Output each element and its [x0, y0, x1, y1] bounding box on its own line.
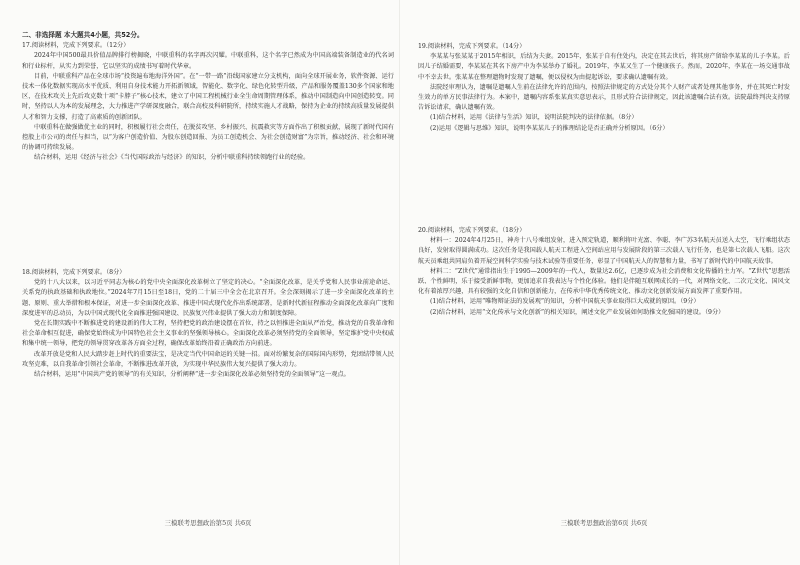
section-heading: 二、非选择题 本大题共4小题，共52分。 — [22, 31, 144, 39]
q17-paragraph: 中联重科在做强做优主业的同时，积极履行社会责任，在脱贫攻坚、乡村振兴、抗震救灾等方面作出了积极贡献，展现了新时代国有控股上市公司的责任与担当，以“为客户创造价值、为股东创造回报、为员工创造机会、为社会创造财富”为宗旨，推动经济、社会和环境的协调可持续发展。 — [22, 123, 394, 152]
q17-block — [22, 30, 394, 164]
page-6 — [418, 30, 790, 540]
q20-heading: 20.阅读材料，完成下列要求。（18分） — [418, 227, 526, 234]
q18-paragraph: 改革开放是党和人民大踏步赶上时代的重要法宝，是决定当代中国命运的关键一招。面对纷繁复杂的国际国内形势，党团结带领人民攻坚克难，以自我革命引领社会革命，不断推进改革开放，为实现中华民族伟大复兴提供了强大动力。 — [22, 350, 394, 368]
q17-task: 结合材料，运用《经济与社会》《当代国际政治与经济》的知识，分析中联重科持续领跑行业的经验。 — [34, 154, 310, 162]
q19-heading: 19.阅读材料，完成下列要求。（14分） — [418, 43, 526, 50]
q17-paragraph: 目前，中联重科产品在全球市场“投资遍布地海洋外国”。在“一带一路”沿线国家建立分支机构，面向全球开展业务，软件资源、运行技术一体化数据实现高水平优质、利用自身技术能力开拓新领域，智能化、数字化、绿色化转型升级，产品和服务覆盖130多个国家和地区，在技术攻关上先后攻克数十项“卡脖子”核心技术，建立了中国工程机械行业全生命周期管理体系，推动中国制造向中国创造转变。同时，坚持以人为本的发展理念，大力推进产学研深度融合，联合高校及科研院所，持续实施人才战略，保持为企业的持续高质量发展提供人才和智力支撑，打造了高素质的创新团队。 — [22, 72, 394, 121]
q17-heading: 17.阅读材料，完成下列要求。（12分） — [22, 42, 130, 50]
page-gutter — [399, 0, 400, 565]
q20-subquestion: (1)结合材料，运用“唯物辩证法的发展观”的知识，分析中国航天事业取得巨大成就的原因。（9分） — [430, 298, 700, 306]
q18-paragraph: 党在长期实践中不断推进党的建设新的伟大工程，坚持把党的政治建设摆在首位，持之以恒推进全面从严治党，推动党的自我革命和社会革命相互促进，确保党始终成为中国特色社会主义事业的坚强领导核心。全面深化改革必须坚持党的全面领导，坚定维护党中央权威和集中统一领导，把党的领导贯穿改革各方面全过程，确保改革始终沿着正确政治方向前进。 — [22, 320, 394, 348]
q20-subquestion: (2)结合材料，运用“文化传承与文化创新”的相关知识，阐述文化产业发展如何助推文化强国的建设。（9分） — [430, 308, 725, 316]
q19-block — [418, 42, 790, 134]
q19-paragraph: 法院经审理认为，遗嘱是遗嘱人生前在法律允许的范围内，按照法律规定的方式处分其个人财产或者处理其他事务，并在其死亡时发生效力的单方民事法律行为。本案中，遗嘱内容系张某真实意思表示，且形式符合法律规定，因此该遗嘱合法有效。法院最终判决支持原告诉讼请求，确认遗嘱有效。 — [418, 83, 790, 112]
page-footer: 三模联考思想政治第5页 共6页 — [164, 518, 252, 527]
q18-task: 结合材料，运用“中国共产党的领导”的有关知识，分析阐释“进一步全面深化改革必须坚持党的全面领导”这一观点。 — [34, 371, 350, 379]
page-5 — [22, 30, 394, 540]
q19-subquestion: (2)运用《逻辑与思维》知识，说明李某某儿子的推理结论是否正确并分析原因。（6分） — [430, 124, 669, 132]
q18-block — [22, 268, 394, 380]
q18-heading: 18.阅读材料，完成下列要求。（8分） — [22, 269, 126, 276]
q17-paragraph: 2024年中国500最具价值品牌排行榜揭晓，中联重科的名字再次闪耀。中联重科，这个名字已然成为中国高端装备制造业的代名词和行业标杆，从实力到荣誉，它以坚实的成绩书写着时代华章。 — [22, 52, 394, 70]
q19-subquestion: (1)结合材料，运用《法律与生活》知识，说明法院判决的法律依据。（8分） — [430, 114, 638, 122]
q20-paragraph: 材料二：“Z世代”通常指出生于1995—2009年的一代人，数量达2.6亿，已逐步成为社会消费和文化传播的主力军。“Z世代”思想活跃、个性鲜明，乐于接受新鲜事物，更加追求自我表达与个性化体验。他们是伴随互联网成长的一代，对网络文化、二次元文化、国风文化有着浓厚兴趣，具有较强的文化自信和创新能力，在传承中华优秀传统文化、推动文化创新发展方面发挥了重要作用。 — [418, 267, 790, 296]
q18-paragraph: 党的十八大以来，以习近平同志为核心的党中央全面深化改革树立了坚定的决心。“全面深化改革，是关乎党和人民事业前途命运、关系党的执政基础和执政地位。”2024年7月15日至18日，党的二十届三中全会在北京召开。全会深刻揭示了进一步全面深化改革的主题、原则、重大举措和根本保证，对进一步全面深化改革、推进中国式现代化作出系统部署，是新时代新征程推动全面深化改革向广度和深度进军的总动员，为以中国式现代化全面推进强国建设、民族复兴伟业提供了强大动力和制度保障。 — [22, 279, 394, 317]
q20-block — [418, 226, 790, 318]
q20-paragraph: 材料一：2024年4月25日，神舟十八号乘组发射，进入预定轨道，顺利将叶光富、李聪、李广苏3名航天员送入太空，飞行乘组状态良好，发射取得圆满成功。这次任务是我国载人航天工程进入空间站应用与发展阶段的第三次载人飞行任务，也是第七次载人飞船。这次航天员乘组共同肩负着开展空间科学实验与技术试验等重要任务，彰显了中国航天人的智慧和力量，书写了新时代的中国航天故事。 — [418, 237, 790, 265]
page-footer: 三模联考思想政治第6页 共6页 — [560, 518, 648, 527]
q19-paragraph: 李某某与张某某于2015年相识，后结为夫妻。2015年，张某于自有住处内，决定在其去世后，将其房产留给李某某的儿子李某。后因儿子结婚需要，李某某在其名下房产中为李某举办了婚礼。2019年，李某又生了一个健康孩子。然而，2020年，李某在一场交通事故中不幸去世。张某某在整理遗物时发现了遗嘱，便以侵权为由提起诉讼，要求确认遗嘱有效。 — [418, 53, 790, 81]
